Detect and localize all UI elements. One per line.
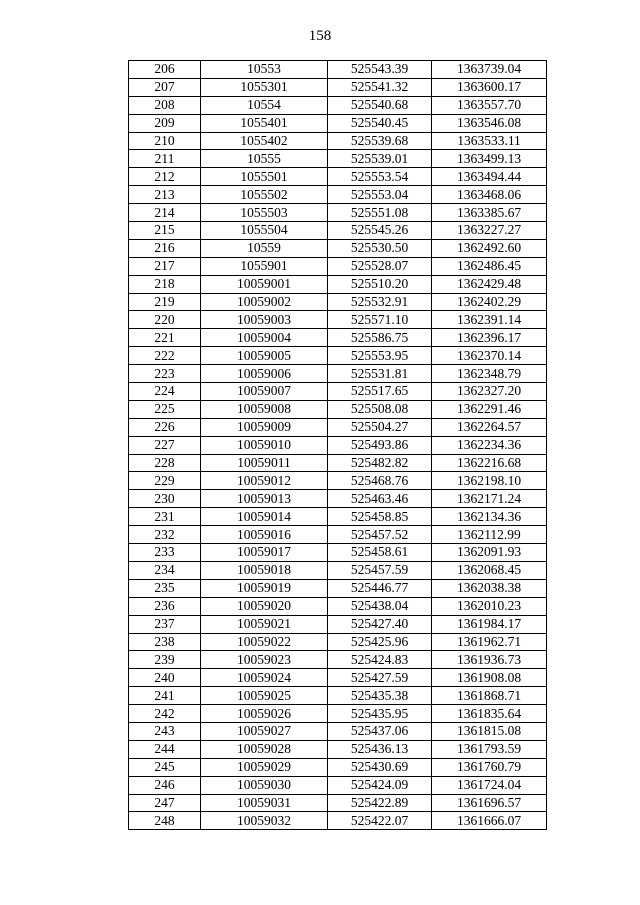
row-index-cell: 231 [129,508,201,526]
table-row [129,722,547,740]
x-coordinate-cell: 525424.09 [328,776,432,794]
x-coordinate-cell: 525531.81 [328,365,432,383]
point-id-cell: 10059029 [201,758,328,776]
y-coordinate-cell: 1363494.44 [432,168,547,186]
y-coordinate-cell: 1362391.14 [432,311,547,329]
x-coordinate-cell: 525530.50 [328,239,432,257]
y-coordinate-cell: 1362486.45 [432,257,547,275]
point-id-cell: 10059024 [201,669,328,687]
x-coordinate-cell: 525508.08 [328,400,432,418]
row-index-cell: 236 [129,597,201,615]
y-coordinate-cell: 1362198.10 [432,472,547,490]
y-coordinate-cell: 1363227.27 [432,222,547,240]
y-coordinate-cell: 1362171.24 [432,490,547,508]
coordinates-table [128,60,547,830]
table-row [129,186,547,204]
table-row [129,168,547,186]
x-coordinate-cell: 525422.89 [328,794,432,812]
point-id-cell: 10059009 [201,418,328,436]
x-coordinate-cell: 525517.65 [328,383,432,401]
x-coordinate-cell: 525553.95 [328,347,432,365]
table-row [129,705,547,723]
table-row [129,687,547,705]
table-row [129,150,547,168]
y-coordinate-cell: 1361793.59 [432,740,547,758]
x-coordinate-cell: 525539.01 [328,150,432,168]
row-index-cell: 218 [129,275,201,293]
x-coordinate-cell: 525541.32 [328,78,432,96]
point-id-cell: 10059023 [201,651,328,669]
row-index-cell: 227 [129,436,201,454]
table-row [129,347,547,365]
x-coordinate-cell: 525422.07 [328,812,432,830]
row-index-cell: 216 [129,239,201,257]
row-index-cell: 210 [129,132,201,150]
row-index-cell: 211 [129,150,201,168]
row-index-cell: 226 [129,418,201,436]
row-index-cell: 230 [129,490,201,508]
table-row [129,418,547,436]
table-row [129,61,547,79]
x-coordinate-cell: 525545.26 [328,222,432,240]
table-row [129,740,547,758]
point-id-cell: 10059026 [201,705,328,723]
point-id-cell: 10059021 [201,615,328,633]
point-id-cell: 1055503 [201,204,328,222]
y-coordinate-cell: 1363546.08 [432,114,547,132]
row-index-cell: 234 [129,561,201,579]
table-row [129,257,547,275]
table-row [129,275,547,293]
row-index-cell: 235 [129,579,201,597]
table-body [129,61,547,830]
y-coordinate-cell: 1362402.29 [432,293,547,311]
row-index-cell: 219 [129,293,201,311]
point-id-cell: 10059012 [201,472,328,490]
table-row [129,490,547,508]
table-row [129,114,547,132]
row-index-cell: 241 [129,687,201,705]
x-coordinate-cell: 525427.59 [328,669,432,687]
point-id-cell: 10059027 [201,722,328,740]
table-row [129,758,547,776]
row-index-cell: 245 [129,758,201,776]
table-row [129,615,547,633]
row-index-cell: 225 [129,400,201,418]
x-coordinate-cell: 525424.83 [328,651,432,669]
point-id-cell: 10059022 [201,633,328,651]
row-index-cell: 221 [129,329,201,347]
row-index-cell: 215 [129,222,201,240]
x-coordinate-cell: 525540.68 [328,96,432,114]
point-id-cell: 1055901 [201,257,328,275]
table-row [129,311,547,329]
table-row [129,132,547,150]
point-id-cell: 10059016 [201,526,328,544]
row-index-cell: 246 [129,776,201,794]
y-coordinate-cell: 1361760.79 [432,758,547,776]
table-row [129,222,547,240]
y-coordinate-cell: 1361984.17 [432,615,547,633]
x-coordinate-cell: 525493.86 [328,436,432,454]
table-row [129,204,547,222]
table-row [129,544,547,562]
table-row [129,776,547,794]
x-coordinate-cell: 525571.10 [328,311,432,329]
x-coordinate-cell: 525458.85 [328,508,432,526]
point-id-cell: 10059031 [201,794,328,812]
table-row [129,651,547,669]
row-index-cell: 247 [129,794,201,812]
point-id-cell: 1055504 [201,222,328,240]
point-id-cell: 10553 [201,61,328,79]
point-id-cell: 10059018 [201,561,328,579]
point-id-cell: 10059025 [201,687,328,705]
y-coordinate-cell: 1361696.57 [432,794,547,812]
y-coordinate-cell: 1362348.79 [432,365,547,383]
table-row [129,436,547,454]
table-row [129,400,547,418]
table-row [129,383,547,401]
point-id-cell: 10555 [201,150,328,168]
x-coordinate-cell: 525539.68 [328,132,432,150]
page-number: 158 [308,28,332,44]
row-index-cell: 222 [129,347,201,365]
point-id-cell: 10059003 [201,311,328,329]
y-coordinate-cell: 1361724.04 [432,776,547,794]
y-coordinate-cell: 1362068.45 [432,561,547,579]
x-coordinate-cell: 525458.61 [328,544,432,562]
row-index-cell: 208 [129,96,201,114]
x-coordinate-cell: 525436.13 [328,740,432,758]
row-index-cell: 229 [129,472,201,490]
x-coordinate-cell: 525427.40 [328,615,432,633]
x-coordinate-cell: 525468.76 [328,472,432,490]
row-index-cell: 224 [129,383,201,401]
row-index-cell: 213 [129,186,201,204]
y-coordinate-cell: 1362429.48 [432,275,547,293]
y-coordinate-cell: 1362216.68 [432,454,547,472]
point-id-cell: 1055301 [201,78,328,96]
x-coordinate-cell: 525510.20 [328,275,432,293]
point-id-cell: 10059014 [201,508,328,526]
table-row [129,365,547,383]
x-coordinate-cell: 525438.04 [328,597,432,615]
y-coordinate-cell: 1363533.11 [432,132,547,150]
point-id-cell: 10059005 [201,347,328,365]
x-coordinate-cell: 525543.39 [328,61,432,79]
x-coordinate-cell: 525532.91 [328,293,432,311]
y-coordinate-cell: 1361666.07 [432,812,547,830]
x-coordinate-cell: 525551.08 [328,204,432,222]
point-id-cell: 10059013 [201,490,328,508]
x-coordinate-cell: 525504.27 [328,418,432,436]
y-coordinate-cell: 1362112.99 [432,526,547,544]
table-row [129,812,547,830]
table-row [129,454,547,472]
row-index-cell: 243 [129,722,201,740]
table-row [129,579,547,597]
point-id-cell: 10059001 [201,275,328,293]
point-id-cell: 10559 [201,239,328,257]
x-coordinate-cell: 525435.38 [328,687,432,705]
point-id-cell: 10059008 [201,400,328,418]
table-row [129,561,547,579]
x-coordinate-cell: 525528.07 [328,257,432,275]
row-index-cell: 209 [129,114,201,132]
point-id-cell: 10059017 [201,544,328,562]
row-index-cell: 237 [129,615,201,633]
x-coordinate-cell: 525463.46 [328,490,432,508]
table-row [129,239,547,257]
y-coordinate-cell: 1362038.38 [432,579,547,597]
x-coordinate-cell: 525437.06 [328,722,432,740]
point-id-cell: 10059028 [201,740,328,758]
x-coordinate-cell: 525457.59 [328,561,432,579]
point-id-cell: 10059002 [201,293,328,311]
y-coordinate-cell: 1363499.13 [432,150,547,168]
table-row [129,472,547,490]
y-coordinate-cell: 1362234.36 [432,436,547,454]
row-index-cell: 212 [129,168,201,186]
y-coordinate-cell: 1363600.17 [432,78,547,96]
table-row [129,329,547,347]
point-id-cell: 10059020 [201,597,328,615]
point-id-cell: 1055502 [201,186,328,204]
point-id-cell: 10059010 [201,436,328,454]
row-index-cell: 239 [129,651,201,669]
point-id-cell: 10554 [201,96,328,114]
x-coordinate-cell: 525446.77 [328,579,432,597]
row-index-cell: 240 [129,669,201,687]
point-id-cell: 10059030 [201,776,328,794]
y-coordinate-cell: 1363468.06 [432,186,547,204]
x-coordinate-cell: 525430.69 [328,758,432,776]
row-index-cell: 232 [129,526,201,544]
x-coordinate-cell: 525482.82 [328,454,432,472]
y-coordinate-cell: 1361815.08 [432,722,547,740]
y-coordinate-cell: 1362291.46 [432,400,547,418]
y-coordinate-cell: 1362396.17 [432,329,547,347]
row-index-cell: 238 [129,633,201,651]
point-id-cell: 10059006 [201,365,328,383]
x-coordinate-cell: 525586.75 [328,329,432,347]
y-coordinate-cell: 1362264.57 [432,418,547,436]
table-row [129,633,547,651]
table-row [129,508,547,526]
table-row [129,669,547,687]
table-row [129,293,547,311]
point-id-cell: 10059004 [201,329,328,347]
y-coordinate-cell: 1363739.04 [432,61,547,79]
y-coordinate-cell: 1361908.08 [432,669,547,687]
point-id-cell: 1055402 [201,132,328,150]
y-coordinate-cell: 1361868.71 [432,687,547,705]
y-coordinate-cell: 1361835.64 [432,705,547,723]
table-row [129,597,547,615]
table-row [129,78,547,96]
row-index-cell: 248 [129,812,201,830]
y-coordinate-cell: 1362091.93 [432,544,547,562]
table-row [129,96,547,114]
x-coordinate-cell: 525425.96 [328,633,432,651]
y-coordinate-cell: 1361962.71 [432,633,547,651]
row-index-cell: 244 [129,740,201,758]
y-coordinate-cell: 1362134.36 [432,508,547,526]
row-index-cell: 223 [129,365,201,383]
table-row [129,794,547,812]
y-coordinate-cell: 1363557.70 [432,96,547,114]
y-coordinate-cell: 1361936.73 [432,651,547,669]
point-id-cell: 10059007 [201,383,328,401]
point-id-cell: 1055501 [201,168,328,186]
row-index-cell: 228 [129,454,201,472]
table-row [129,526,547,544]
x-coordinate-cell: 525540.45 [328,114,432,132]
row-index-cell: 233 [129,544,201,562]
row-index-cell: 242 [129,705,201,723]
point-id-cell: 10059011 [201,454,328,472]
x-coordinate-cell: 525457.52 [328,526,432,544]
y-coordinate-cell: 1362492.60 [432,239,547,257]
point-id-cell: 1055401 [201,114,328,132]
row-index-cell: 217 [129,257,201,275]
y-coordinate-cell: 1363385.67 [432,204,547,222]
point-id-cell: 10059019 [201,579,328,597]
y-coordinate-cell: 1362370.14 [432,347,547,365]
point-id-cell: 10059032 [201,812,328,830]
x-coordinate-cell: 525435.95 [328,705,432,723]
y-coordinate-cell: 1362010.23 [432,597,547,615]
row-index-cell: 214 [129,204,201,222]
row-index-cell: 220 [129,311,201,329]
x-coordinate-cell: 525553.04 [328,186,432,204]
y-coordinate-cell: 1362327.20 [432,383,547,401]
row-index-cell: 206 [129,61,201,79]
x-coordinate-cell: 525553.54 [328,168,432,186]
row-index-cell: 207 [129,78,201,96]
